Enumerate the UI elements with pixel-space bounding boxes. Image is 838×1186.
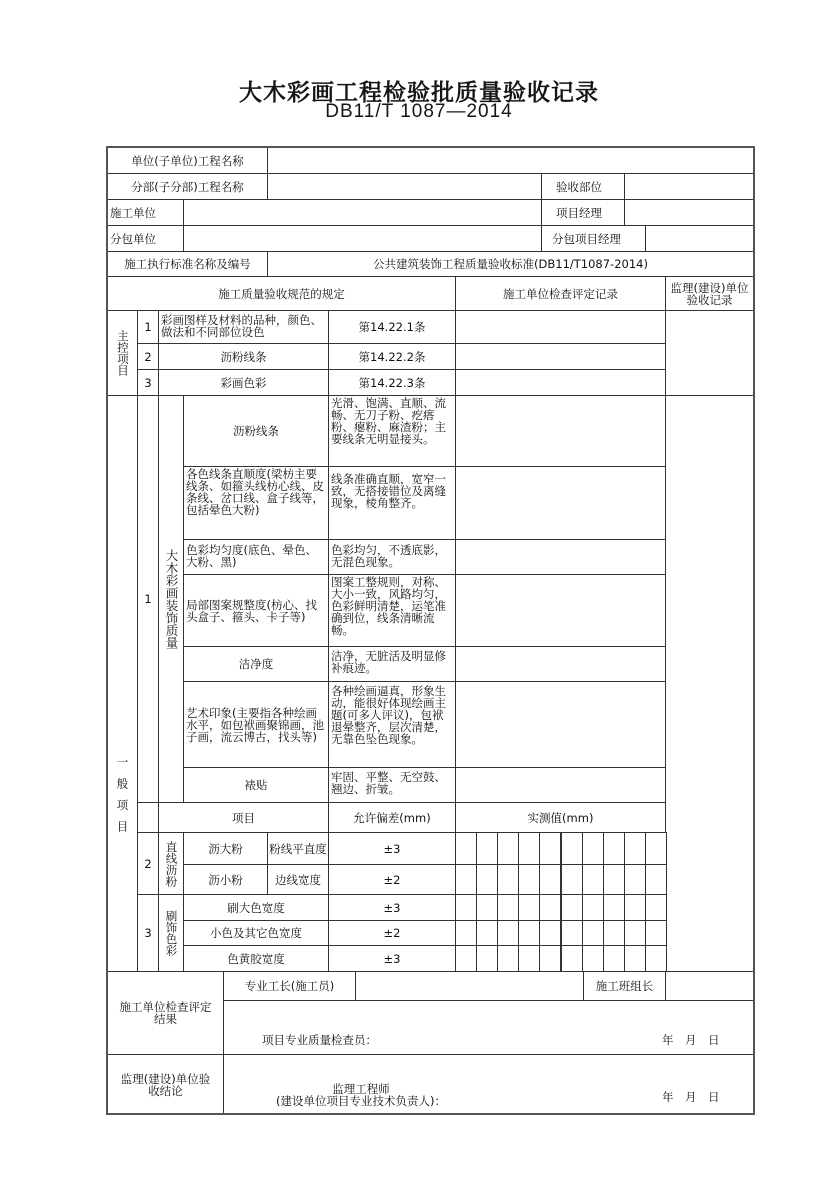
g1-item-3-check[interactable]	[455, 539, 666, 575]
g3-row-1-tolerance: ±3	[328, 894, 456, 921]
supervision-column-header: 监理(建设)单位验收记录	[665, 276, 754, 311]
measured-value-cell[interactable]	[624, 864, 646, 895]
measured-value-cell[interactable]	[561, 920, 583, 946]
general-supervision[interactable]	[665, 395, 754, 972]
construction-result-label: 施工单位检查评定结果	[107, 971, 224, 1055]
measured-value-cell[interactable]	[582, 864, 604, 895]
main-item-1-check[interactable]	[455, 310, 666, 344]
general-group-2-label	[158, 832, 184, 895]
measured-value-cell[interactable]	[582, 945, 604, 972]
standard-label: 施工执行标准名称及编号	[107, 251, 268, 277]
inspector-label: 项目专业质量检查员：	[262, 1033, 377, 1047]
measured-value-cell[interactable]	[645, 920, 667, 946]
g3-row-2-tolerance: ±2	[328, 920, 456, 946]
main-item-1-no: 1	[137, 310, 159, 344]
general-label	[107, 395, 138, 972]
g2-row-2-check: 边线宽度	[267, 864, 329, 895]
construction-unit-field[interactable]	[183, 199, 542, 226]
measured-value-cell[interactable]	[497, 945, 519, 972]
sub-project-field[interactable]	[267, 173, 542, 200]
main-control-supervision[interactable]	[665, 310, 754, 396]
main-item-2-clause: 第14.22.2条	[328, 343, 456, 370]
main-item-2-check[interactable]	[455, 343, 666, 370]
g1-item-4-name: 局部图案规整度(枋心、找头盒子、箍头、卡子等)	[183, 574, 329, 647]
check-column-header: 施工单位检查评定记录	[455, 276, 666, 311]
g3-row-1-name: 刷大色宽度	[183, 894, 329, 921]
main-control-label-text: 主控项目	[116, 330, 130, 376]
measure-header-no-cell	[137, 802, 159, 833]
unit-project-label: 单位(子单位)工程名称	[107, 147, 268, 174]
sub-pm-field[interactable]	[645, 225, 754, 252]
measure-header-measured: 实测值(mm)	[455, 802, 666, 833]
measured-value-cell[interactable]	[561, 945, 583, 972]
project-manager-field[interactable]	[624, 199, 754, 226]
measured-value-cell[interactable]	[518, 832, 540, 865]
g2-row-1-check: 粉线平直度	[267, 832, 329, 865]
measured-value-cell[interactable]	[582, 832, 604, 865]
measured-value-cell[interactable]	[645, 894, 667, 921]
measured-value-cell[interactable]	[603, 920, 625, 946]
g1-item-1-check[interactable]	[455, 395, 666, 467]
g1-item-4-requirement: 图案工整规则，对称、大小一致，风路均匀，色彩鲜明清楚，运笔准确到位，线条清晰流畅。	[328, 574, 456, 647]
g1-item-5-name: 洁净度	[183, 646, 329, 682]
foreman-label: 专业工长(施工员)	[223, 971, 356, 1001]
acceptance-part-label: 验收部位	[541, 173, 625, 200]
g1-item-5-check[interactable]	[455, 646, 666, 682]
g2-row-1-tolerance: ±3	[328, 832, 456, 865]
acceptance-part-field[interactable]	[624, 173, 754, 200]
construction-unit-label: 施工单位	[107, 199, 184, 226]
measured-value-cell[interactable]	[603, 864, 625, 895]
measured-value-cell[interactable]	[582, 894, 604, 921]
general-label-text: 一般项目	[115, 755, 130, 842]
measured-value-cell[interactable]	[539, 832, 561, 865]
g3-row-3-tolerance: ±3	[328, 945, 456, 972]
measured-value-cell[interactable]	[603, 832, 625, 865]
g1-item-2-check[interactable]	[455, 466, 666, 540]
measured-value-cell[interactable]	[476, 864, 498, 895]
g3-row-3-name: 色黄胶宽度	[183, 945, 329, 972]
measured-value-cell[interactable]	[476, 894, 498, 921]
measured-value-cell[interactable]	[624, 920, 646, 946]
g1-item-7-name: 裱贴	[183, 767, 329, 803]
team-leader-field[interactable]	[665, 971, 754, 1001]
g1-item-2-requirement: 线条准确直顺，宽窄一致，无搭接错位及离缝现象，棱角整齐。	[328, 466, 456, 540]
subcontractor-field[interactable]	[183, 225, 542, 252]
g1-item-2-name: 各色线条直顺度(梁枋主要线条、如箍头线枋心线、皮条线、岔口线、盒子线等，包括晕色大粉)	[183, 466, 329, 540]
g1-item-7-requirement: 牢固、平整、无空鼓、翘边、折皱。	[328, 767, 456, 803]
g1-item-4-check[interactable]	[455, 574, 666, 647]
general-group-1-label-text: 大木彩画装饰质量	[164, 549, 179, 649]
project-manager-label: 项目经理	[541, 199, 625, 226]
g1-item-6-requirement: 各种绘画逼真，形象生动，能很好体现绘画主题(可多人评议)，包袱退晕整齐，层次清楚，无靠色坠色现象。	[328, 681, 456, 768]
engineer-label-line-1: 监理工程师	[332, 1082, 390, 1096]
measured-value-cell[interactable]	[518, 864, 540, 895]
measured-value-cell[interactable]	[645, 864, 667, 895]
measured-value-cell[interactable]	[476, 920, 498, 946]
measured-value-cell[interactable]	[518, 945, 540, 972]
measured-value-cell[interactable]	[518, 920, 540, 946]
measured-value-cell[interactable]	[561, 864, 583, 895]
g2-row-1-name: 沥大粉	[183, 832, 268, 865]
g1-item-3-requirement: 色彩均匀，不透底影，无混色现象。	[328, 539, 456, 575]
measured-value-cell[interactable]	[539, 894, 561, 921]
g1-item-7-check[interactable]	[455, 767, 666, 803]
measured-value-cell[interactable]	[561, 832, 583, 865]
g1-item-1-name: 沥粉线条	[183, 395, 329, 467]
main-item-3-clause: 第14.22.3条	[328, 369, 456, 396]
measure-header-tolerance: 允许偏差(mm)	[328, 802, 456, 833]
supervision-date: 年 月 日	[662, 1090, 720, 1104]
measure-header-item: 项目	[158, 802, 329, 833]
main-item-1-name: 彩画图样及材料的品种，颜色、做法和不同部位设色	[158, 310, 329, 344]
main-item-3-name: 彩画色彩	[158, 369, 329, 396]
main-control-label	[107, 310, 138, 396]
measured-value-cell[interactable]	[624, 945, 646, 972]
inspector-date: 年 月 日	[662, 1033, 720, 1047]
measured-value-cell[interactable]	[497, 894, 519, 921]
main-item-2-name: 沥粉线条	[158, 343, 329, 370]
g1-item-3-name: 色彩均匀度(底色、晕色、大粉、黑)	[183, 539, 329, 575]
measured-value-cell[interactable]	[476, 832, 498, 865]
general-group-3-label-text: 刷饰色彩	[164, 910, 179, 956]
main-item-2-no: 2	[137, 343, 159, 370]
sub-pm-label: 分包项目经理	[541, 225, 646, 252]
main-item-3-check[interactable]	[455, 369, 666, 396]
unit-project-field[interactable]	[267, 147, 754, 174]
measured-value-cell[interactable]	[539, 920, 561, 946]
measured-value-cell[interactable]	[582, 920, 604, 946]
measured-value-cell[interactable]	[497, 864, 519, 895]
general-group-3-no: 3	[137, 894, 159, 972]
measured-value-cell[interactable]	[455, 894, 477, 921]
general-group-2-label-text: 直线沥粉	[164, 840, 179, 887]
standard-value: 公共建筑装饰工程质量验收标准(DB11/T1087-2014)	[267, 251, 754, 277]
g3-row-2-name: 小色及其它色宽度	[183, 920, 329, 946]
measured-value-cell[interactable]	[539, 864, 561, 895]
g1-item-1-requirement: 光滑、饱满、直顺、流畅、无刀子粉、疙瘩粉、瘪粉、麻渣粉；主要线条无明显接头。	[328, 395, 456, 467]
g1-item-6-name: 艺术印象(主要指各种绘画水平，如包袱画聚锦画，池子画，流云博古，找头等)	[183, 681, 329, 768]
g1-item-5-requirement: 洁净，无脏活及明显修补痕迹。	[328, 646, 456, 682]
subcontractor-label: 分包单位	[107, 225, 184, 252]
foreman-field[interactable]	[355, 971, 584, 1001]
engineer-label	[266, 1083, 456, 1107]
measured-value-cell[interactable]	[624, 894, 646, 921]
g2-row-2-tolerance: ±2	[328, 864, 456, 895]
general-group-1-label	[158, 395, 184, 803]
measured-value-cell[interactable]	[561, 894, 583, 921]
measured-value-cell[interactable]	[455, 832, 477, 865]
document-subtitle: DB11/T 1087—2014	[325, 101, 513, 122]
g2-row-2-name: 沥小粉	[183, 864, 268, 895]
supervision-conclusion-label: 监理(建设)单位验收结论	[107, 1054, 224, 1115]
measured-value-cell[interactable]	[603, 894, 625, 921]
document-title: 大木彩画工程检验批质量验收记录	[239, 80, 599, 106]
measured-value-cell[interactable]	[645, 945, 667, 972]
measured-value-cell[interactable]	[624, 832, 646, 865]
g1-item-6-check[interactable]	[455, 681, 666, 768]
measured-value-cell[interactable]	[645, 832, 667, 865]
measured-value-cell[interactable]	[455, 864, 477, 895]
measured-value-cell[interactable]	[497, 832, 519, 865]
general-group-1-no: 1	[137, 395, 159, 803]
spec-column-header: 施工质量验收规范的规定	[107, 276, 456, 311]
measured-value-cell[interactable]	[497, 920, 519, 946]
team-leader-label: 施工班组长	[583, 971, 666, 1001]
measured-value-cell[interactable]	[455, 945, 477, 972]
measured-value-cell[interactable]	[518, 894, 540, 921]
measured-value-cell[interactable]	[603, 945, 625, 972]
main-item-1-clause: 第14.22.1条	[328, 310, 456, 344]
measured-value-cell[interactable]	[455, 920, 477, 946]
main-item-3-no: 3	[137, 369, 159, 396]
measured-value-cell[interactable]	[539, 945, 561, 972]
engineer-label-line-2: (建设单位项目专业技术负责人)：	[276, 1094, 446, 1108]
general-group-2-no: 2	[137, 832, 159, 895]
measured-value-cell[interactable]	[476, 945, 498, 972]
sub-project-label: 分部(子分部)工程名称	[107, 173, 268, 200]
general-group-3-label	[158, 894, 184, 972]
